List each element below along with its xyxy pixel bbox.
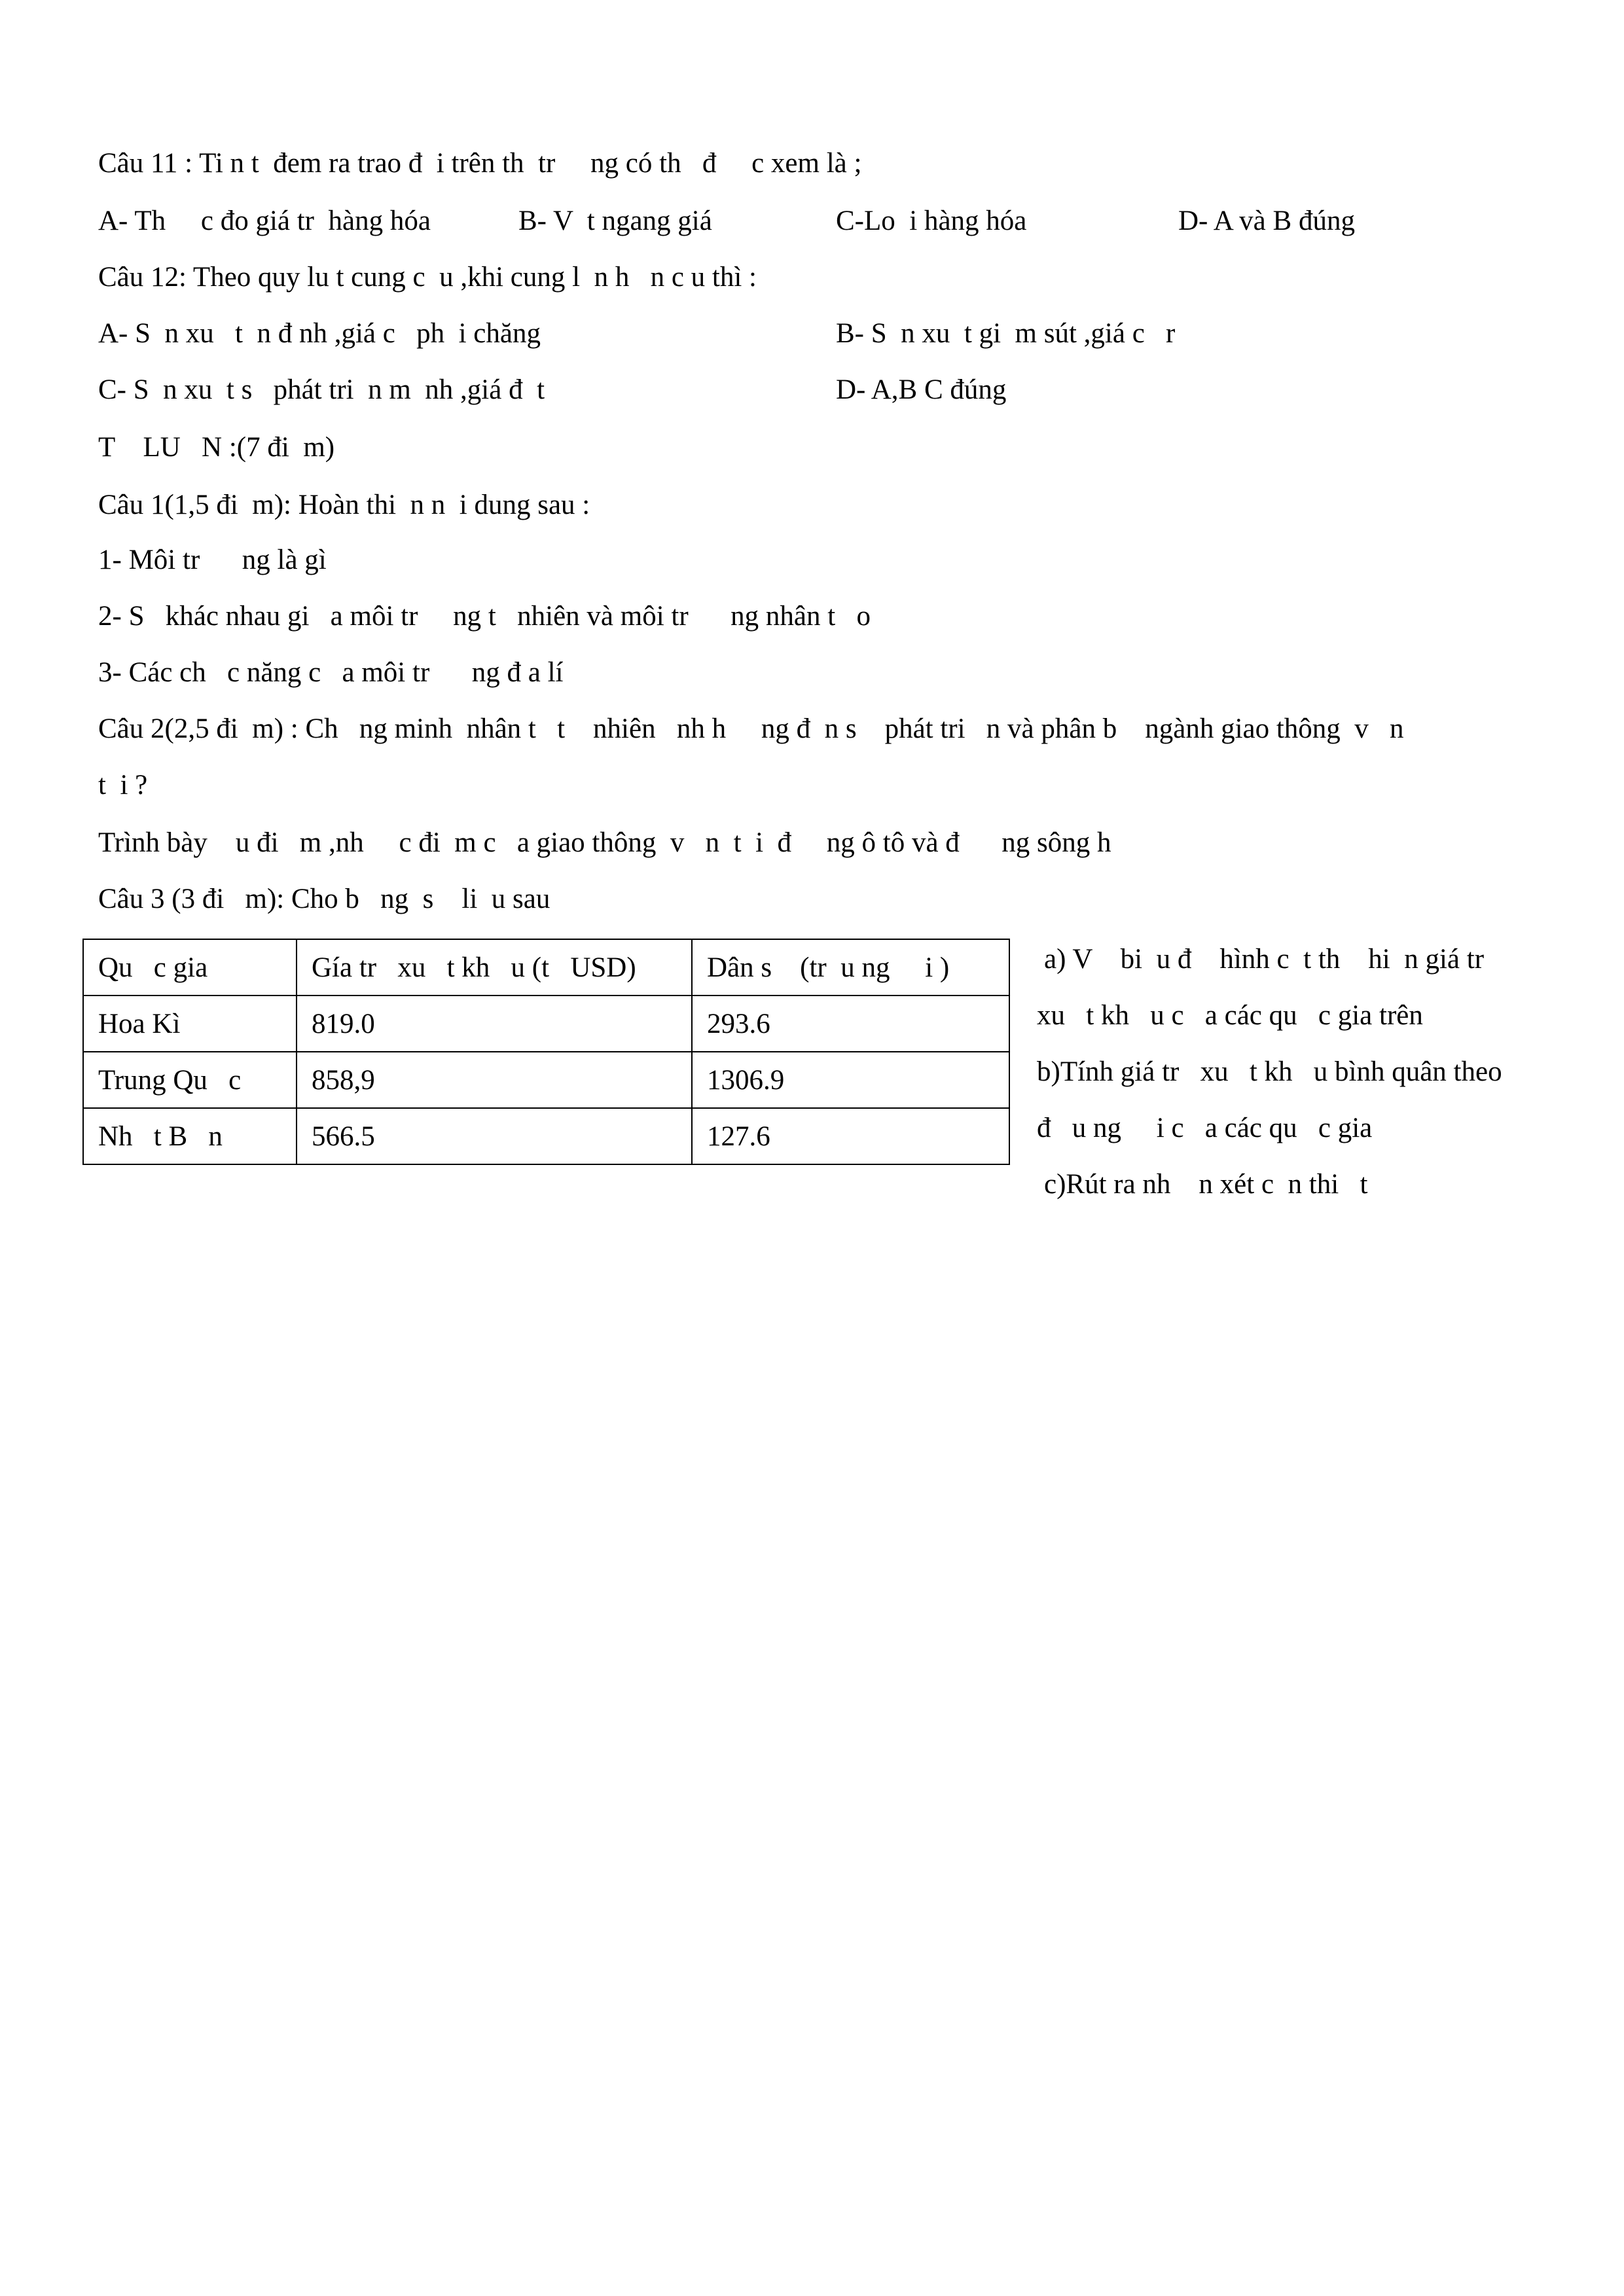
question-3-task-c: c)Rút ra nh n xét c n thi t (1044, 1169, 1368, 1200)
essay-question-2-line-3: Trình bày u đi m ,nh c đi m c a giao thông v n t i đ ng ô tô và đ ng sông h (98, 827, 1111, 858)
question-12-text: Câu 12: Theo quy lu t cung c u ,khi cung l n h n c u thì : (98, 262, 757, 293)
question-12-option-a: A- S n xu t n đ nh ,giá c ph i chăng (98, 318, 541, 349)
table-row (83, 1052, 1009, 1108)
question-3-task-a-line-1: a) V bi u đ hình c t th hi n giá tr (1044, 944, 1485, 975)
table-cell: 858,9 (297, 1052, 692, 1108)
table-header-row (83, 939, 1009, 996)
question-11-option-b: B- V t ngang giá (518, 206, 712, 236)
question-11-text: Câu 11 : Ti n t đem ra trao đ i trên th tr ng có th đ c xem là ; (98, 148, 862, 179)
question-11-option-d: D- A và B đúng (1178, 206, 1355, 236)
question-12-option-b: B- S n xu t gi m sút ,giá c r (836, 318, 1176, 349)
table-cell: Trung Qu c (83, 1052, 297, 1108)
table-row (83, 996, 1009, 1052)
essay-question-1-item-1: 1- Môi tr ng là gì (98, 545, 327, 575)
table-cell: 566.5 (297, 1108, 692, 1164)
table-header-cell: Dân s (tr u ng i ) (692, 939, 1009, 996)
question-3-task-b-line-1: b)Tính giá tr xu t kh u bình quân theo (1037, 1056, 1502, 1087)
table-cell: Nh t B n (83, 1108, 297, 1164)
essay-question-3-text: Câu 3 (3 đi m): Cho b ng s li u sau (98, 884, 550, 914)
table-cell: 293.6 (692, 996, 1009, 1052)
essay-question-1-item-3: 3- Các ch c năng c a môi tr ng đ a lí (98, 657, 564, 688)
question-11-option-a: A- Th c đo giá tr hàng hóa (98, 206, 431, 236)
essay-question-1-text: Câu 1(1,5 đi m): Hoàn thi n n i dung sau : (98, 490, 590, 520)
export-data-table (82, 939, 1010, 1165)
table-header-cell: Gía tr xu t kh u (t USD) (297, 939, 692, 996)
table-cell: 127.6 (692, 1108, 1009, 1164)
essay-section-heading: T LU N :(7 đi m) (98, 432, 335, 463)
essay-question-1-item-2: 2- S khác nhau gi a môi tr ng t nhiên và môi tr ng nhân t o (98, 601, 871, 632)
question-12-option-d: D- A,B C đúng (836, 374, 1007, 405)
essay-question-2-line-1: Câu 2(2,5 đi m) : Ch ng minh nhân t t nhiên nh h ng đ n s phát tri n và phân b ngành giao thông v n (98, 713, 1404, 744)
table-cell: Hoa Kì (83, 996, 297, 1052)
table-cell: 1306.9 (692, 1052, 1009, 1108)
essay-question-2-line-2: t i ? (98, 770, 148, 800)
question-11-option-c: C-Lo i hàng hóa (836, 206, 1027, 236)
table-header-cell: Qu c gia (83, 939, 297, 996)
question-3-task-a-line-2: xu t kh u c a các qu c gia trên (1037, 1000, 1423, 1031)
question-12-option-c: C- S n xu t s phát tri n m nh ,giá đ t (98, 374, 545, 405)
table-cell: 819.0 (297, 996, 692, 1052)
question-3-task-b-line-2: đ u ng i c a các qu c gia (1037, 1113, 1373, 1143)
table-row (83, 1108, 1009, 1164)
